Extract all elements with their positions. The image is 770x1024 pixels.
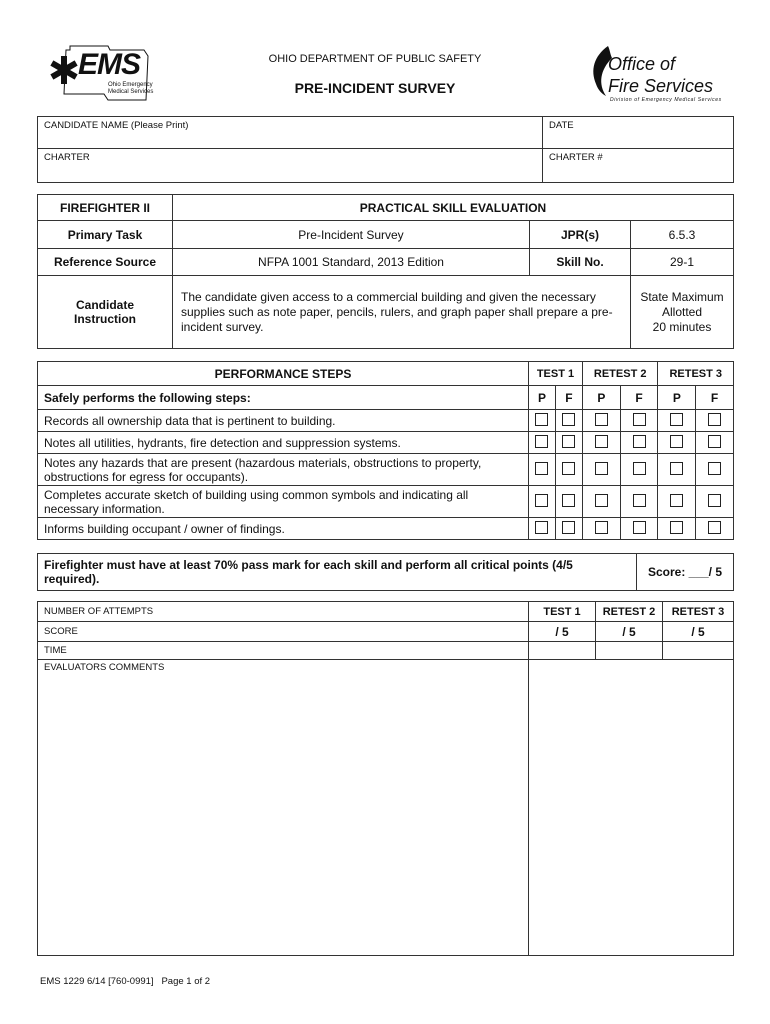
table-row [38,518,734,540]
date-field[interactable] [543,117,734,149]
attempts-table [37,601,734,956]
ofs-logo-line1: Office of [608,54,676,74]
evaluation-heading: PRACTICAL SKILL EVALUATION [173,195,734,221]
step-2: Notes all utilities, hydrants, fire detection and suppression systems. [38,432,529,454]
ofs-logo-sub: Division of Emergency Medical Services [610,97,722,103]
test1-heading: TEST 1 [529,362,583,386]
date-label: DATE [549,120,574,131]
table-row [38,410,734,432]
time-line2: Allotted [661,304,703,319]
step-1-retest2-f-checkbox[interactable] [633,413,646,426]
step-1-retest3-p-checkbox[interactable] [670,413,683,426]
step-2-test1-p-checkbox[interactable] [535,435,548,448]
step-3-test1-p-checkbox[interactable] [535,462,548,475]
score-label: SCORE [38,622,529,642]
form-footer: EMS 1229 6/14 [760-0991] Page 1 of 2 [40,976,211,987]
ofs-logo [588,44,728,104]
step-5-retest3-p-checkbox[interactable] [670,521,683,534]
step-4-retest2-p-checkbox[interactable] [595,494,608,507]
step-4: Completes accurate sketch of building using common symbols and indicating all necessary information. [38,486,529,518]
step-2-retest2-p-checkbox[interactable] [595,435,608,448]
retest3-heading: RETEST 3 [658,362,734,386]
instruction-text: The candidate given access to a commercial building and given the necessary supplies such as note paper, pencils, rulers, and graph paper shall prepare a pre-incident survey. [173,276,631,349]
score-test1[interactable]: / 5 [529,622,596,642]
ems-logo [48,44,160,104]
step-5-test1-p-checkbox[interactable] [535,521,548,534]
level-cell: FIREFIGHTER II [38,195,173,221]
step-3-retest3-f-checkbox[interactable] [708,462,721,475]
test1-f: F [555,386,582,410]
table-row [38,432,734,454]
table-row [38,486,734,518]
charter-field[interactable] [38,149,543,183]
jpr-value: 6.5.3 [631,221,734,249]
score-retest3[interactable]: / 5 [663,622,734,642]
charter-number-label: CHARTER # [549,152,603,163]
performance-heading: PERFORMANCE STEPS [38,362,529,386]
time-allotted [631,276,734,349]
step-2-retest3-p-checkbox[interactable] [670,435,683,448]
time-line3: 20 minutes [652,319,712,334]
skill-value: 29-1 [631,249,734,276]
step-1: Records all ownership data that is pertinent to building. [38,410,529,432]
charter-label: CHARTER [44,152,90,163]
step-1-retest2-p-checkbox[interactable] [595,413,608,426]
step-1-retest3-f-checkbox[interactable] [708,413,721,426]
step-5-retest3-f-checkbox[interactable] [708,521,721,534]
ems-logo-line1: Ohio Emergency [108,82,153,88]
step-5-retest2-p-checkbox[interactable] [595,521,608,534]
retest2-heading: RETEST 2 [582,362,658,386]
step-4-retest3-p-checkbox[interactable] [670,494,683,507]
step-4-retest2-f-checkbox[interactable] [633,494,646,507]
retest3-f: F [696,386,734,410]
primary-task-label: Primary Task [38,221,173,249]
step-5-retest2-f-checkbox[interactable] [633,521,646,534]
table-row [38,454,734,486]
attempts-retest2: RETEST 2 [596,602,663,622]
step-4-test1-f-checkbox[interactable] [562,494,575,507]
instruction-label-line1: Candidate [75,298,134,312]
skill-label: Skill No. [530,249,631,276]
comments-side-area[interactable] [529,660,734,956]
candidate-info-table [37,116,734,183]
evaluation-table [37,194,734,349]
reference-value: NFPA 1001 Standard, 2013 Edition [173,249,530,276]
primary-task-value: Pre-Incident Survey [173,221,530,249]
step-3-retest2-p-checkbox[interactable] [595,462,608,475]
candidate-name-field[interactable] [38,117,543,149]
step-4-retest3-f-checkbox[interactable] [708,494,721,507]
step-3-retest2-f-checkbox[interactable] [633,462,646,475]
time-retest3[interactable] [663,642,734,660]
instruction-label [38,276,173,349]
step-3-test1-f-checkbox[interactable] [562,462,575,475]
retest2-f: F [620,386,658,410]
ems-logo-mark: EMS [78,48,141,81]
page-title: PRE-INCIDENT SURVEY [294,80,456,96]
step-2-retest2-f-checkbox[interactable] [633,435,646,448]
step-2-test1-f-checkbox[interactable] [562,435,575,448]
performance-table [37,361,734,540]
time-label: TIME [38,642,529,660]
step-5-test1-f-checkbox[interactable] [562,521,575,534]
evaluator-comments-field[interactable] [38,660,529,956]
evaluator-comments-label: EVALUATORS COMMENTS [44,662,165,673]
step-1-test1-f-checkbox[interactable] [562,413,575,426]
test1-p: P [529,386,556,410]
step-4-test1-p-checkbox[interactable] [535,494,548,507]
score-retest2[interactable]: / 5 [596,622,663,642]
number-of-attempts-label: NUMBER OF ATTEMPTS [38,602,529,622]
candidate-name-label: CANDIDATE NAME (Please Print) [44,120,189,131]
ofs-logo-line2: Fire Services [608,76,714,96]
retest3-p: P [658,386,696,410]
department-name: OHIO DEPARTMENT OF PUBLIC SAFETY [268,53,482,65]
attempts-test1: TEST 1 [529,602,596,622]
retest2-p: P [582,386,620,410]
time-line1: State Maximum [640,289,724,304]
pass-requirement-table [37,553,734,591]
jpr-label: JPR(s) [530,221,631,249]
step-1-test1-p-checkbox[interactable] [535,413,548,426]
pass-requirement-text: Firefighter must have at least 70% pass mark for each skill and perform all critical points (4/5 required). [38,554,637,591]
ems-logo-line2: Medical Services [108,89,154,95]
safely-performs-label: Safely performs the following steps: [38,386,529,410]
instruction-label-line2: Instruction [74,312,136,326]
reference-label: Reference Source [38,249,173,276]
step-3-retest3-p-checkbox[interactable] [670,462,683,475]
time-test1[interactable] [529,642,596,660]
charter-number-field[interactable] [543,149,734,183]
step-3: Notes any hazards that are present (hazardous materials, obstructions to property, obstructions for egress for occupants). [38,454,529,486]
step-5: Informs building occupant / owner of findings. [38,518,529,540]
score-field[interactable]: Score: ___/ 5 [637,554,734,591]
time-retest2[interactable] [596,642,663,660]
attempts-retest3: RETEST 3 [663,602,734,622]
step-2-retest3-f-checkbox[interactable] [708,435,721,448]
